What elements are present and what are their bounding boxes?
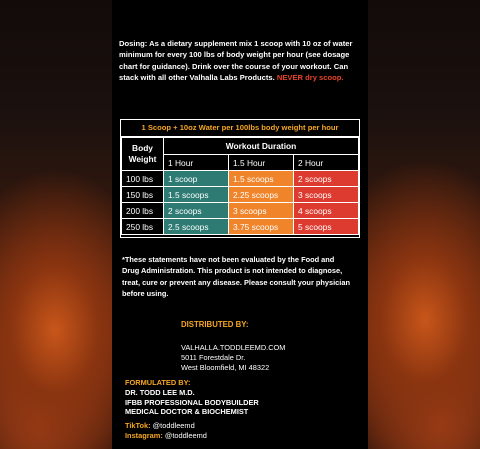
formulated-by-block — [125, 378, 259, 417]
dry-scoop-warning: NEVER dry scoop. — [276, 73, 344, 83]
dose-cell: 4 scoops — [294, 203, 359, 219]
dosage-table — [121, 137, 359, 235]
distributor-website: VALHALLA.TODDLEEMD.COM — [181, 343, 286, 352]
distributor-info — [181, 343, 285, 373]
tiktok-line — [125, 421, 207, 431]
header-row — [122, 138, 359, 155]
distributor-address-line2: West Bloomfield, MI 48322 — [181, 363, 270, 372]
formulator-name: DR. TODD LEE M.D. — [125, 387, 195, 397]
dose-cell: 1 scoop — [164, 171, 229, 187]
dosage-chart — [120, 119, 360, 238]
tiktok-label: TikTok: — [125, 421, 151, 430]
fda-disclaimer: *These statements have not been evaluated by the Food and Drug Administration. This product is not intended to diagnose, treat, cure or prevent any disease. Please consult your physician before using. — [122, 255, 350, 299]
instagram-handle: @toddleemd — [162, 430, 207, 440]
dose-cell: 2 scoops — [164, 203, 229, 219]
weight-cell: 250 lbs — [122, 219, 164, 235]
dose-cell: 1.5 scoops — [229, 171, 294, 187]
formulator-title-1: IFBB PROFESSIONAL BODYBUILDER — [125, 397, 259, 407]
formulated-by-title: FORMULATED BY: — [125, 378, 191, 387]
weight-cell: 200 lbs — [122, 203, 164, 219]
dose-cell: 3 scoops — [294, 187, 359, 203]
dosage-chart-title: 1 Scoop + 10oz Water per 100lbs body weight per hour — [121, 120, 359, 137]
body-weight-header: Body Weight — [122, 138, 164, 171]
social-links — [125, 421, 207, 441]
weight-cell: 100 lbs — [122, 171, 164, 187]
instagram-label: Instagram: — [125, 430, 163, 440]
distributed-by-title: DISTRIBUTED BY: — [181, 320, 249, 329]
formulator-title-2: MEDICAL DOCTOR & BIOCHEMIST — [125, 407, 249, 417]
instagram-line — [125, 431, 207, 441]
dosing-instructions — [119, 38, 364, 84]
dosing-text: Dosing: As a dietary supplement mix 1 scoop with 10 oz of water minimum for every 100 lbs of body weight per hour (see dosage chart for guidance). Drink over the course of your workout. Can stack with all other Valhalla Labs Products. — [119, 39, 353, 83]
tiktok-handle: @toddleemd — [150, 421, 195, 430]
dose-cell: 3 scoops — [229, 203, 294, 219]
dose-cell: 3.75 scoops — [229, 219, 294, 235]
dose-cell: 5 scoops — [294, 219, 359, 235]
distributor-address-line1: 5011 Forestdale Dr. — [181, 353, 246, 362]
weight-cell: 150 lbs — [122, 187, 164, 203]
table-row — [122, 171, 359, 187]
table-row — [122, 187, 359, 203]
workout-duration-header: Workout Duration — [164, 138, 359, 155]
table-row — [122, 219, 359, 235]
duration-1-5-hour: 1.5 Hour — [229, 155, 294, 171]
duration-1-hour: 1 Hour — [164, 155, 229, 171]
dose-cell: 2.25 scoops — [229, 187, 294, 203]
dose-cell: 2.5 scoops — [164, 219, 229, 235]
dose-cell: 1.5 scoops — [164, 187, 229, 203]
duration-2-hour: 2 Hour — [294, 155, 359, 171]
table-row — [122, 203, 359, 219]
dose-cell: 2 scoops — [294, 171, 359, 187]
